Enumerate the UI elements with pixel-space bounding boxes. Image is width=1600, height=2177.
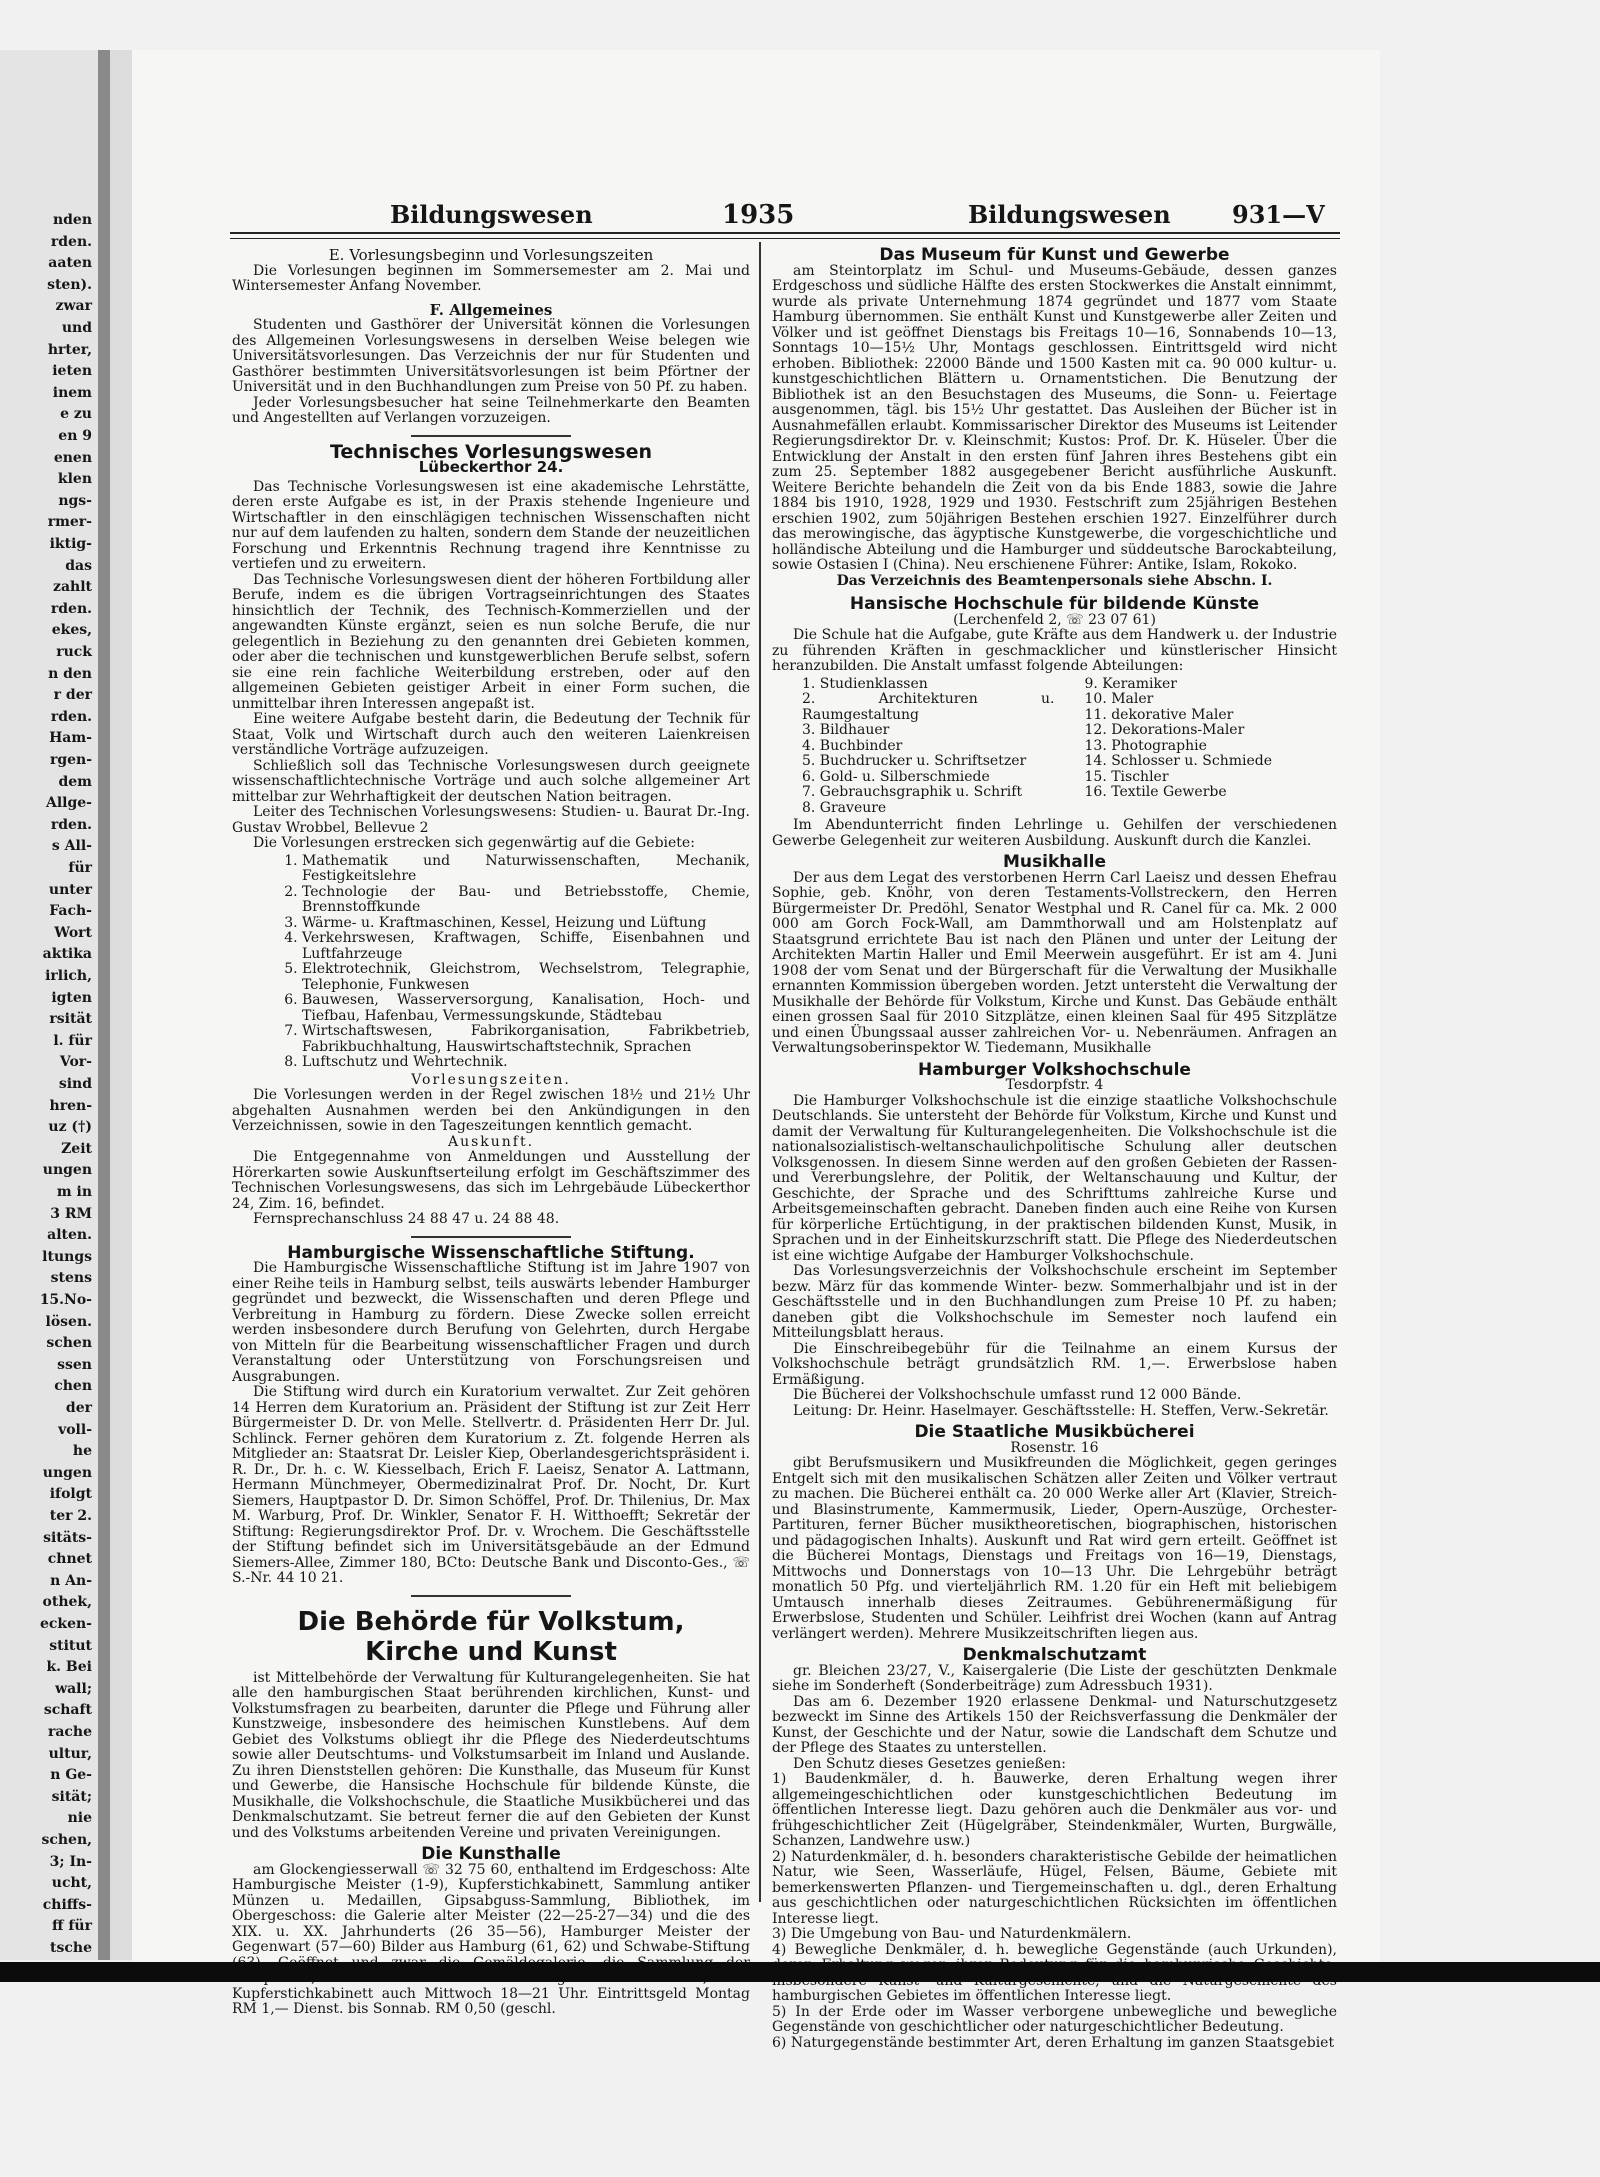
- tv-times-text: Die Vorlesungen werden in der Regel zwischen 18½ und 21½ Uhr abgehalten Ausnahmen werden bei den Ankündigungen in den Verzeichnissen, sowie in den Tageszeitungen kenntlich gemacht.: [232, 1087, 750, 1134]
- list-item: 14. Schlosser u. Schmiede: [1084, 753, 1273, 769]
- list-item: 6) Naturgegenstände bestimmter Art, deren Erhaltung im ganzen Staatsgebiet: [772, 2034, 1335, 2051]
- tv-paragraph: Das Technische Vorlesungswesen dient der höheren Fortbildung aller Berufe, indem es die übrigen Vortragseinrichtungen des Staates hinsichtlich der Technik, des Technisch-Kommerziellen und der angewandten Künste ergänzt, seien es nun solche Berufe, die nur gelegentlich in Beziehung zu den genannten drei Gebieten kommen, oder aber die technischen und kunstgewerblichen Berufe selbst, sofern sie eine rein fachliche Weiterbildung erstreben, oder auf den allgemeinen Gebieten geistiger Arbeit in einer Form suchen, die unmittelbar ihren Interessen angepaßt ist.: [232, 571, 750, 712]
- column-divider: [759, 242, 761, 1902]
- margin-fragment: der: [65, 1400, 92, 1416]
- margin-fragment: n den: [48, 665, 92, 682]
- margin-fragment: rmer-: [47, 514, 92, 531]
- margin-fragment: r der: [53, 687, 92, 704]
- tv-times-title: Vorlesungszeiten.: [411, 1071, 571, 1088]
- margin-fragment: irlich,: [45, 968, 92, 984]
- margin-fragment: dem: [58, 773, 92, 790]
- margin-fragment: ekes,: [51, 622, 92, 639]
- margin-fragment: ff für: [52, 1918, 92, 1935]
- margin-fragment: lösen.: [45, 1313, 92, 1330]
- hh-departments: [772, 675, 1337, 819]
- section-e-title: E. Vorlesungsbeginn und Vorlesungszeiten: [328, 246, 654, 264]
- list-item: 9. Keramiker: [1084, 675, 1177, 692]
- margin-fragment: wall;: [55, 1680, 92, 1697]
- list-item: 3) Die Umgebung von Bau- und Naturdenkmälern.: [772, 1926, 1132, 1942]
- list-item: 15. Tischler: [1084, 768, 1169, 785]
- vhs-paragraph: Die Einschreibegebühr für die Teilnahme an einem Kursus der Volkshochschule beträgt grundsätzlich RM. 1,—. Erwerbslose haben Ermäßigung.: [772, 1340, 1337, 1388]
- section-f-paragraph: Studenten und Gasthörer der Universität können die Vorlesungen des Allgemeinen Vorlesungswesens in derselben Weise belegen wie Universitätsvorlesungen. Das Verzeichnis der nur für Studenten und Gasthörer bestimmten Universitätsvorlesungen ist beim Pförtner der Universität und in den Buchhandlungen zum Preise von 50 Pf. zu haben.: [232, 317, 750, 395]
- mkg-title: Das Museum für Kunst und Gewerbe: [879, 245, 1230, 265]
- behoerde-text: ist Mittelbehörde der Verwaltung für Kulturangelegenheiten. Sie hat alle den hamburgischen Staat berührenden kirchlichen, Kunst- und Volkstumsfragen zu bearbeiten, darunter die Pflege und Führung aller Kunstzweige, insbesondere des heimischen Kunstlebens. Auf dem Gebiet des Volkstums obliegt ihr die Pflege des Niederdeutschtums sowie aller Deutschtums- und Volkstumsarbeit im Inland und Auslande. Zu ihren Dienststellen gehören: Die Kunsthalle, das Museum für Kunst und Gewerbe, die Hansische Hochschule für bildende Künste, die Musikhalle, die Volkshochschule, die Staatliche Musikbücherei und das Denkmalschutzamt. Sie betreut ferner die auf den Gebieten der Kunst und des Volkstums arbeitenden Vereine und privaten Vereinigungen.: [232, 1669, 750, 1841]
- margin-fragment: n Ge-: [50, 1767, 92, 1784]
- margin-fragment: schen: [46, 1335, 92, 1352]
- musikbuecherei-text: gibt Berufsmusikern und Musikfreunden die Möglichkeit, gegen geringes Entgelt sich mit den musikalischen Schätzen aller Zeiten und Völker vertraut zu machen. Die Bücherei enthält ca. 20 000 Werke aller Art (Klavier, Streich- und Blasinstrumente, Kammermusik, Lieder, Opern-Auszüge, Orchester-Partituren, ferner Bücher musiktheoretischen, biographischen, historischen und pädagogischen Inhalts). Auskunft und Rat wird gern erteilt. Geöffnet ist die Bücherei Montags, Dienstags und Freitags von 16—19, Dienstags, Mittwochs und Donnerstags von 10—13 Uhr. Die Lehrgebühr beträgt monatlich 50 Pfg. und vierteljährlich RM. 1.20 für ein Heft mit beliebigem Umtausch innerhalb dieses Zeitraumes. Gebührenermäßigung für Erwerbslose, Studenten und Schüler. Leihfrist drei Wochen (kann auf Antrag verlängert werden). Mehrere Musikzeitschriften liegen aus.: [772, 1455, 1337, 1642]
- hh-title: Hansische Hochschule für bildende Künste: [849, 594, 1260, 614]
- list-item: 6. Bauwesen, Wasserversorgung, Kanalisation, Hoch- und Tiefbau, Hafenbau, Vermessungskunde, Städtebau: [302, 993, 750, 1024]
- margin-fragment: unter: [48, 881, 92, 898]
- vhs-title: Hamburger Volkshochschule: [918, 1059, 1191, 1080]
- margin-fragment: aaten: [48, 255, 92, 272]
- margin-fragment: ecken-: [39, 1616, 92, 1632]
- list-item: 12. Dekorations-Maler: [1084, 722, 1245, 738]
- margin-fragment: rache: [47, 1724, 92, 1740]
- tv-paragraph: Eine weitere Aufgabe besteht darin, die Bedeutung der Technik für Staat, Volk und Wirtschaft durch auch den weiteren Laienkreisen verständliche Vorträge aufzuzeigen.: [232, 711, 750, 758]
- margin-fragment: zahlt: [53, 579, 92, 596]
- header-right-title: Bildungswesen: [968, 200, 1171, 229]
- page-gap: [110, 50, 132, 1960]
- margin-fragment: rden.: [50, 708, 92, 725]
- list-item: 16. Textile Gewerbe: [1084, 784, 1227, 800]
- hh-footer: Im Abendunterricht finden Lehrlinge u. Gehilfen der verschiedenen Gewerbe Gelegenheit zur weiteren Ausbildung. Auskunft durch die Kanzlei.: [772, 817, 1337, 849]
- margin-fragment: voll-: [58, 1421, 92, 1438]
- tv-phone: Fernsprechanschluss 24 88 47 u. 24 88 48.: [253, 1211, 560, 1227]
- list-item: 2. Technologie der Bau- und Betriebsstoffe, Chemie, Brennstoffkunde: [302, 885, 750, 916]
- musikbuecherei-address: Rosenstr. 16: [1010, 1439, 1099, 1456]
- hh-address: (Lerchenfeld 2, ☏ 23 07 61): [953, 611, 1156, 628]
- margin-fragment: für: [68, 860, 92, 876]
- hws-paragraph: Die Hamburgische Wissenschaftliche Stiftung ist im Jahre 1907 von einer Reihe teils in Hamburg selbst, teils auswärts lebender Hamburger gegründet und bezweckt, die Wissenschaften und deren Pflege und Verbreitung in Hamburg zu fördern. Diese Zwecke sollen erreicht werden insbesondere durch Berufung von Gelehrten, durch Hergabe von Mitteln für die Bearbeitung wissenschaftlicher Fragen und durch Veranstaltung oder Unterstützung von Forschungsreisen und Ausgrabungen.: [232, 1260, 750, 1385]
- margin-fragment: sität;: [51, 1788, 92, 1805]
- margin-fragment: Wort: [54, 924, 92, 941]
- musikbuecherei-title: Die Staatliche Musikbücherei: [914, 1422, 1195, 1442]
- section-separator: [411, 1595, 571, 1597]
- tv-subject-list: [302, 854, 750, 1071]
- margin-fragment: zwar: [55, 298, 92, 315]
- tv-paragraph: Schließlich soll das Technische Vorlesungswesen durch geeignete wissenschaftlichtechnische Vorträge und auch solche allgemeiner Art mittelbar zur Wehrhaftigkeit der deutschen Nation beitragen.: [232, 757, 750, 805]
- margin-fragment: m in: [56, 1184, 92, 1200]
- margin-fragment: rden.: [50, 233, 92, 250]
- margin-fragment: stitut: [49, 1637, 92, 1654]
- margin-fragment: chiffs-: [42, 1896, 92, 1913]
- margin-fragment: sten).: [47, 276, 92, 293]
- kunsthalle-title: Die Kunsthalle: [421, 1844, 561, 1864]
- header-rule-thin: [230, 238, 1340, 239]
- vhs-paragraph: Leitung: Dr. Heinr. Haselmayer. Geschäftsstelle: H. Steffen, Verw.-Sekretär.: [793, 1402, 1329, 1419]
- margin-fragment: k. Bei: [46, 1659, 92, 1676]
- margin-fragment: Allge-: [45, 795, 92, 812]
- margin-fragment: tsche: [50, 1940, 92, 1956]
- margin-fragment: hren-: [49, 1097, 92, 1114]
- list-item: 8. Graveure: [802, 799, 887, 816]
- margin-fragment: e zu: [60, 406, 92, 423]
- denkmalschutzamt-address: gr. Bleichen 23/27, V., Kaisergalerie (Die Liste der geschützten Denkmale siehe im Sonderheft (Sonderbeiträge) zum Adressbuch 1931).: [772, 1662, 1337, 1694]
- margin-fragment: hrter,: [47, 341, 92, 358]
- list-item: 2) Naturdenkmäler, d. h. besonders charakteristische Gebilde der heimatlichen Natur, wie Seen, Wasserläufe, Hügel, Felsen, Bäume, Gebiete mit bemerkenswerten Pflanzen- und Tiergemeinschaften u. dgl., deren Erhaltung aus geschichtlichen oder naturgeschichtlichen Rücksichten im öffentlichen Interesse liegt.: [772, 1848, 1337, 1927]
- section-e-text: Die Vorlesungen beginnen im Sommersemester am 2. Mai und Wintersemester Anfang November.: [232, 262, 750, 294]
- list-item: 5. Elektrotechnik, Gleichstrom, Wechselstrom, Telegraphie, Telephonie, Funkwesen: [302, 962, 750, 993]
- behoerde-title-line2: Kirche und Kunst: [365, 1636, 617, 1667]
- list-item: 4) Bewegliche Denkmäler, d. h. bewegliche Gegenstände (auch Urkunden), hamburgischen Gebietes im öffentlichen Interesse liegt.: [772, 1941, 1337, 2004]
- list-item: 1. Mathematik und Naturwissenschaften, Mechanik, Festigkeitslehre: [302, 854, 750, 885]
- margin-fragment: enen: [53, 449, 92, 466]
- margin-fragment: iktig-: [49, 536, 92, 552]
- list-item: 6. Gold- u. Silberschmiede: [802, 768, 990, 785]
- list-item: 4. Verkehrswesen, Kraftwagen, Schiffe, Eisenbahnen und Luftfahrzeuge: [302, 931, 750, 962]
- margin-fragment: 3; In-: [49, 1853, 92, 1870]
- denkmalschutzamt-paragraph: Das am 6. Dezember 1920 erlassene Denkmal- und Naturschutzgesetz bezweckt im Sinne des Artikels 150 der Reichsverfassung die Denkmäler der Kunst, der Geschichte und der Natur, sowie die Landschaft dem Schutze und der Pflege des Staates zu unterstellen.: [772, 1693, 1337, 1756]
- right-column: [772, 245, 1337, 2051]
- musikhalle-text: Der aus dem Legat des verstorbenen Herrn Carl Laeisz und dessen Ehefrau Sophie, geb. Knöhr, von deren Testaments-Vollstreckern, den Herren Bürgermeister Dr. Predöhl, Senator Westphal und R. Canel für ca. Mk. 2 000 000 am Gorch Fock-Wall, am Dammthorwall und am Holstenplatz auf Staatsgrund errichtete Bau ist nach den Plänen und unter der Leitung der Architekten Martin Haller und Emil Meerwein ausgeführt. Er ist am 4. Juni 1908 der vom Senat und der Bürgerschaft für die Verwaltung der Musikhalle ernannten Kommission übergeben worden. Jetzt untersteht die Verwaltung der Musikhalle der Behörde für Volkstum, Kirche und Kunst. Das Gebäude enthält einen grossen Saal für 2010 Sitzplätze, einen kleinen Saal für 495 Sitzplätze und einen Übungssaal ausser zahlreichen Vor- u. Nebenräumen. Anfragen an Verwaltungsoberinspektor W. Tiedemann, Musikhalle: [772, 869, 1337, 1056]
- margin-fragment: ifolgt: [49, 1486, 92, 1503]
- hh-text: Die Schule hat die Aufgabe, gute Kräfte aus dem Handwerk u. der Industrie zu führenden Kräften in geschmacklicher und künstlerischer Hinsicht heranzubilden. Die Anstalt umfasst folgende Abteilungen:: [772, 627, 1337, 674]
- list-item: 2. Architekturen u. Raumgestaltung: [802, 691, 1055, 723]
- margin-fragment: inem: [52, 384, 92, 401]
- margin-fragment: Ham-: [49, 730, 92, 747]
- list-item: 1) Baudenkmäler, d. h. Bauwerke, deren Erhaltung wegen ihrer allgemeingeschichtlichen oder kunstgeschichtlichen Bedeutung im öffentlichen Interesse liegt. Dazu gehören auch die Denkmäler aus vor- und frühgeschichtlicher Zeit (Hügelgräber, Steindenkmäler, Wurten, Burgwälle, Schanzen, Landwehre usw.): [772, 1771, 1337, 1849]
- denkmalschutzamt-list: [772, 1772, 1337, 2051]
- section-f-paragraph: Jeder Vorlesungsbesucher hat seine Teilnehmerkarte den Beamten und Angestellten auf Verlangen vorzuzeigen.: [232, 394, 750, 426]
- margin-fragment: und: [61, 320, 92, 336]
- hws-paragraph: Die Stiftung wird durch ein Kuratorium verwaltet. Zur Zeit gehören 14 Herren dem Kuratorium an. Präsident der Stiftung ist zur Zeit Herr Bürgermeister D. Dr. von Melle. Stellvertr. d. Präsidenten Herr Dr. Jul. Schlinck. Ferner gehören dem Kuratorium z. Zt. folgende Herren als Mitglieder an: Staatsrat Dr. Leisler Kiep, Oberlandesgerichtspräsident i. R. Dr., Dr. h. c. W. Kiesselbach, Erich F. Laeisz, Senator A. Lattmann, Hermann Münchmeyer, Obermedizinalrat Prof. Dr. Nocht, Dr. Kurt Siemers, Hauptpastor D. Dr. Simon Schöffel, Prof. Dr. Thilenius, Dr. Max M. Warburg, Prof. Dr. Winkler, Senator F. H. Witthoefft; Sekretär der Stiftung: Regierungsdirektor Prof. Dr. v. Wrochem. Die Geschäftsstelle der Stiftung befindet sich im Universitätsgebäude an der Edmund Siemers-Allee, Zimmer 180, BCto: Deutsche Bank und Disconto-Ges., ☏ S.-Nr. 44 10 21.: [232, 1384, 750, 1586]
- margin-fragment: schen,: [41, 1832, 92, 1848]
- list-item: 3. Bildhauer: [802, 722, 890, 738]
- section-separator: [411, 435, 571, 437]
- margin-fragment: sitäts-: [43, 1529, 92, 1546]
- margin-fragment: s All-: [51, 838, 92, 855]
- tv-info-title: Auskunft.: [447, 1133, 535, 1150]
- margin-fragment: klen: [57, 471, 92, 488]
- denkmalschutzamt-title: Denkmalschutzamt: [962, 1645, 1147, 1665]
- list-item: 8. Luftschutz und Wehrtechnik.: [302, 1055, 750, 1071]
- margin-fragment: nie: [67, 1810, 92, 1827]
- margin-fragment: 3 RM: [50, 1205, 92, 1222]
- margin-fragment: ultur,: [48, 1745, 92, 1762]
- margin-fragment: rsität: [49, 1011, 92, 1028]
- list-item: 7. Gebrauchsgraphik u. Schrift: [802, 784, 1023, 800]
- page-gutter: [98, 50, 110, 1960]
- section-f-title: F. Allgemeines: [429, 300, 553, 319]
- margin-fragment: nden: [52, 212, 92, 228]
- list-item: 5. Buchdrucker u. Schriftsetzer: [802, 753, 1027, 769]
- kunsthalle-text: am Glockengiesserwall ☏ 32 75 60, enthaltend im Erdgeschoss: Alte Hamburgische Meister (1-9), Kupferstichkabinett, Sammlung antiker Münzen u. Medaillen, Gipsabguss-Sammlung, Bibliothek, im Obergeschoss: die Galerie alter Meister (22—25-27—34) und die des XIX. u. XX. Jahrhunderts (26 35—56), Hamburger Meister der Gegenwart (57—60) Bilder aus Hamburg (61, 62) und Schwabe-Stiftung Kupferstichkabinett auch Mittwoch 18—21 Uhr. Eintrittsgeld Montag RM 1,— Dienst. bis Sonnab. RM 0,50 (geschl.: [232, 1861, 750, 2017]
- margin-fragment: igten: [51, 989, 92, 1006]
- margin-fragment: rden.: [50, 600, 92, 617]
- section-separator: [411, 1236, 571, 1238]
- margin-fragment: rgen-: [49, 752, 92, 768]
- technisches-vorlesungswesen-title: Technisches Vorlesungswesen: [330, 440, 652, 463]
- margin-fragment: ungen: [42, 1464, 92, 1481]
- margin-fragment: das: [65, 557, 92, 574]
- margin-fragment: chen: [54, 1378, 92, 1395]
- left-column: [232, 248, 750, 2018]
- margin-fragment: alten.: [47, 1227, 92, 1244]
- header-rule: [230, 232, 1340, 234]
- tv-info-text: Die Entgegennahme von Anmeldungen und Ausstellung der Hörerkarten sowie Auskunftserteilung erfolgt im Geschäftszimmer des Technischen Vorlesungswesens, das sich im Lehrgebäude Lübeckerthor 24, Zim. 16, befindet.: [232, 1149, 750, 1212]
- hh-list-left: [802, 677, 1055, 817]
- vhs-paragraph: Die Bücherei der Volkshochschule umfasst rund 12 000 Bände.: [793, 1387, 1242, 1403]
- margin-fragment: Zeit: [61, 1140, 92, 1157]
- mkg-text: am Steintorplatz im Schul- und Museums-Gebäude, dessen ganzes Erdgeschoss und südliche Hälfte des ersten Stockwerkes die Anstalt einnimmt, wurde als private Unternehmung 1874 gegründet und 1877 vom Staate Hamburg übernommen. Sie enthält Kunst und Kunstgewerbe aller Zeiten und Völker und ist geöffnet Dienstags bis Freitags 10—16, Sonnabends 10—13, Sonntags 10—15½ Uhr, Montags geschlossen. Eintrittsgeld wird nicht erhoben. Bibliothek: 22000 Bände und 1500 Kasten mit ca. 90 000 kultur- u. kunstgeschichtlichen Blättern u. Ornamentstichen. Die Benutzung der Bibliothek ist an den Besuchstagen des Museums, die Sonn- u. Feiertage ausgenommen, tägl. bis 15½ Uhr gestattet. Das Ausleihen der Bücher ist in Ausnahmefällen erlaubt. Kommissarischer Direktor des Museums ist Leitender Regierungsdirektor Dr. v. Kleinschmit; Kustos: Prof. Dr. K. Hüseler. Über die Entwicklung der Anstalt in den ersten fünf Jahren ihres Bestehens gibt ein zum 25. September 1882 ausgegebener Bericht ausführliche Auskunft. Weitere Berichte behandeln die Zeit von da bis Ende 1883, sowie die Jahre 1884 bis 1910, 1928, 1929 und 1930. Festschrift zum 25jährigen Bestehen erschien 1902, zum 50jährigen Bestehen erschien 1927. Einzelführer durch das merowingische, das ägyptische Kunstgewerbe, die vorgeschichtliche und holländische Abteilung und die Hamburger und süddeutsche Barockabteilung, sowie Ostasien I (China). Neu erschienene Führer: Antike, Islam, Rokoko.: [772, 262, 1337, 573]
- list-item: 3. Wärme- u. Kraftmaschinen, Kessel, Heizung und Lüftung: [302, 916, 750, 932]
- list-item: 1. Studienklassen: [802, 675, 928, 692]
- margin-fragment: ltungs: [42, 1248, 92, 1265]
- header-page-number: 931—V: [1232, 200, 1325, 229]
- margin-fragment: ngs-: [58, 492, 92, 509]
- list-item: 11. dekorative Maler: [1084, 706, 1234, 723]
- margin-fragment: ieten: [52, 363, 92, 380]
- list-item: 13. Photographie: [1084, 737, 1207, 754]
- margin-fragment: sind: [58, 1076, 92, 1092]
- header-left-title: Bildungswesen: [390, 200, 593, 229]
- margin-fragment: l. für: [53, 1032, 92, 1049]
- margin-fragment: ungen: [42, 1162, 92, 1179]
- behoerde-title-line1: Die Behörde für Volkstum,: [297, 1606, 685, 1637]
- margin-fragment: ruck: [56, 644, 92, 660]
- tv-paragraph: Das Technische Vorlesungswesen ist eine akademische Lehrstätte, deren erste Aufgabe es ist, in der Praxis stehende Ingenieure und Wirtschaftler in den einschlägigen technischen Wissenschaften nicht nur auf dem laufenden zu halten, sondern dem Stande der neuzeitlichen Forschung und Erkenntnis Rechnung tragend ihre Kenntnisse zu vertiefen und zu erweitern.: [232, 478, 750, 572]
- list-item: 4. Buchbinder: [802, 737, 903, 754]
- hh-list-right: [1085, 677, 1338, 801]
- margin-fragment: 15.No-: [39, 1292, 92, 1308]
- list-item: 7. Wirtschaftswesen, Fabrikorganisation, Fabrikbetrieb, Fabrikbuchhaltung, Hauswirtschaftstechnik, Sprachen: [302, 1024, 750, 1055]
- denkmalschutzamt-paragraph: Den Schutz dieses Gesetzes genießen:: [793, 1755, 1066, 1772]
- margin-fragment: ssen: [57, 1356, 92, 1373]
- vhs-paragraph: Die Hamburger Volkshochschule ist die einzige staatliche Volkshochschule Deutschlands. Sie untersteht der Behörde für Volkstum, Kirche und Kunst und damit der Verwaltung für Kulturangelegenheiten. Die Volkshochschule ist die nationalsozialistisch-weltanschaulichpolitische Schulung aller deutschen Volksgenossen. In diesem Sinne werden auf den großen Gebieten der Rassen- und Vererbungslehre, der Politik, der Weltanschauung und Kultur, der Geschichte, der Sprache und des Schrifttums zahlreiche Kurse und Arbeitsgemeinschaften gebracht. Daneben finden auch eine Reihe von Kursen für körperliche Ertüchtigung, in der praktischen bildenden Kunst, Musik, in Sprachen und in der Einheitskurzschrift statt. Die Pflege des Niederdeutschen ist eine wichtige Aufgabe der Hamburger Volkshochschule.: [772, 1092, 1337, 1264]
- margin-fragment: stens: [50, 1270, 92, 1287]
- margin-fragment: aktika: [42, 946, 92, 963]
- margin-fragment: he: [72, 1443, 92, 1460]
- margin-fragment: Vor-: [59, 1054, 92, 1071]
- previous-page-fragment: [0, 50, 98, 1960]
- margin-fragment: rden.: [50, 816, 92, 833]
- header-year: 1935: [722, 200, 795, 230]
- margin-fragment: Fach-: [49, 903, 92, 920]
- mkg-note: Das Verzeichnis des Beamtenpersonals siehe Abschn. I.: [836, 572, 1273, 589]
- list-item: 5) In der Erde oder im Wasser verborgene unbewegliche und bewegliche Gegenstände von geschichtlicher oder naturgeschichtlicher Bedeutung.: [772, 2003, 1337, 2035]
- margin-fragment: schaft: [43, 1702, 92, 1719]
- technisches-vorlesungswesen-address: Lübeckerthor 24.: [418, 458, 564, 476]
- vhs-address: Tesdorpfstr. 4: [1005, 1077, 1104, 1093]
- scan-bottom-edge: [0, 1962, 1600, 1982]
- musikhalle-title: Musikhalle: [1002, 852, 1107, 872]
- tv-paragraph: Die Vorlesungen erstrecken sich gegenwärtig auf die Gebiete:: [253, 835, 695, 851]
- margin-fragment: ucht,: [51, 1875, 92, 1892]
- margin-fragment: en 9: [58, 428, 92, 444]
- margin-fragment: uz (†): [48, 1119, 92, 1136]
- margin-fragment: chnet: [47, 1551, 92, 1568]
- margin-fragment: ter 2.: [49, 1508, 92, 1524]
- tv-paragraph: Leiter des Technischen Vorlesungswesens: Studien- u. Baurat Dr.-Ing. Gustav Wrobbel, Bellevue 2: [232, 804, 750, 836]
- list-item: 10. Maler: [1084, 691, 1154, 707]
- hws-title: Hamburgische Wissenschaftliche Stiftung.: [287, 1242, 695, 1263]
- margin-fragment: othek,: [42, 1594, 92, 1611]
- vhs-paragraph: Das Vorlesungsverzeichnis der Volkshochschule erscheint im September bezw. März für das kommende Winter- bezw. Sommerhalbjahr und ist in der Geschäftsstelle und in den Buchhandlungen zum Preise 10 Pf. zu haben; daneben gibt die Volkshochschule im Semester noch laufend ein Mitteilungsblatt heraus.: [772, 1263, 1337, 1341]
- margin-fragment: n An-: [50, 1572, 92, 1589]
